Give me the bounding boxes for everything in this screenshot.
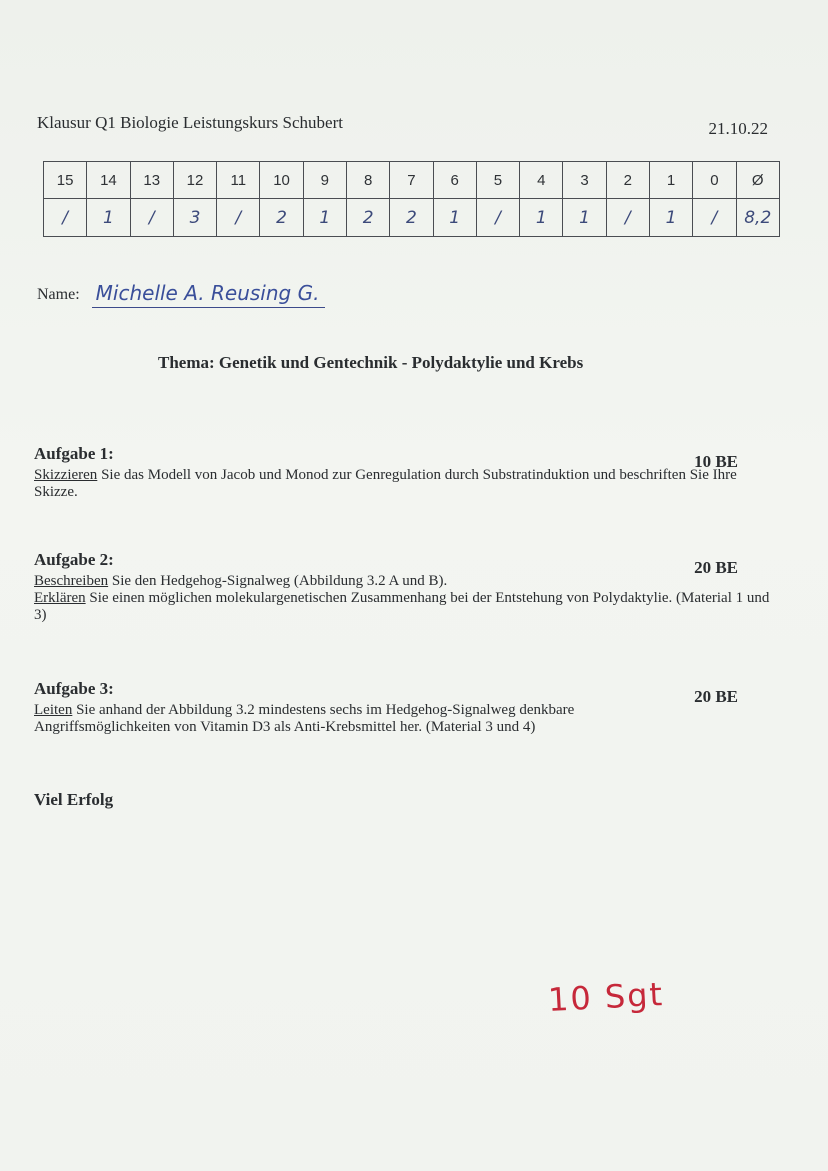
task-2: [34, 551, 770, 624]
points-cell: 9: [303, 162, 346, 199]
task-points: 10 BE: [694, 452, 738, 471]
exam-header: [37, 113, 768, 139]
student-name-handwritten: Michelle A. Reusing G.: [92, 281, 326, 308]
average-cell: 8,2: [736, 199, 780, 237]
count-cell: 2: [260, 199, 303, 237]
student-name-row: [37, 281, 325, 311]
count-cell: /: [606, 199, 649, 237]
count-cell: 1: [520, 199, 563, 237]
points-cell: 10: [260, 162, 303, 199]
count-cell: 2: [390, 199, 433, 237]
points-cell: 13: [130, 162, 173, 199]
count-cell: /: [44, 199, 87, 237]
points-cell: 11: [217, 162, 260, 199]
task-points: 20 BE: [694, 687, 738, 706]
points-cell: 8: [346, 162, 389, 199]
points-cell: 15: [44, 162, 87, 199]
task-instruction: [34, 573, 770, 590]
exam-title: Klausur Q1 Biologie Leistungskurs Schubert: [37, 113, 343, 132]
task-1: [34, 445, 770, 501]
points-cell: 7: [390, 162, 433, 199]
points-cell: 4: [520, 162, 563, 199]
instruction-text: Sie anhand der Abbildung 3.2 mindestens sechs im Hedgehog-Signalweg denkbare Angriffsmöglichkeiten von Vitamin D3 als Anti-Krebsmittel her. (Material 3 und 4): [34, 702, 575, 735]
points-cell: 12: [173, 162, 216, 199]
operator-verb: Leiten: [34, 702, 73, 718]
points-cell: 5: [476, 162, 519, 199]
count-cell: 1: [303, 199, 346, 237]
points-cell: 1: [649, 162, 692, 199]
task-3: [34, 680, 770, 736]
points-cell: 3: [563, 162, 606, 199]
count-cell: /: [130, 199, 173, 237]
count-cell: 1: [563, 199, 606, 237]
exam-topic: Thema: Genetik und Gentechnik - Polydaktylie und Krebs: [158, 353, 584, 372]
count-cell: 1: [649, 199, 692, 237]
instruction-text: Sie den Hedgehog-Signalweg (Abbildung 3.2 A und B).: [108, 573, 448, 589]
exam-date: 21.10.22: [708, 119, 768, 138]
count-cell: /: [693, 199, 736, 237]
grade-distribution-table: [43, 161, 780, 237]
instruction-text: Sie einen möglichen molekulargenetischen Zusammenhang bei der Entstehung von Polydaktylie. (Material 1 und 3): [34, 590, 770, 623]
task-title: Aufgabe 1:: [34, 444, 114, 463]
closing-wish: Viel Erfolg: [34, 790, 114, 809]
count-cell: 1: [433, 199, 476, 237]
counts-row: [44, 199, 780, 237]
count-cell: /: [217, 199, 260, 237]
count-cell: 2: [346, 199, 389, 237]
count-cell: /: [476, 199, 519, 237]
count-cell: 1: [87, 199, 130, 237]
task-title: Aufgabe 2:: [34, 550, 114, 569]
instruction-text: Sie das Modell von Jacob und Monod zur Genregulation durch Substratinduktion und beschriften Sie Ihre Skizze.: [34, 467, 737, 500]
task-title: Aufgabe 3:: [34, 679, 114, 698]
points-cell: 14: [87, 162, 130, 199]
operator-verb: Erklären: [34, 590, 86, 606]
operator-verb: Skizzieren: [34, 467, 98, 483]
points-cell: 0: [693, 162, 736, 199]
points-cell: 2: [606, 162, 649, 199]
handwritten-result: 10 Sgt: [547, 974, 665, 1020]
points-cell-average: Ø: [736, 162, 780, 199]
task-instruction: [34, 590, 770, 624]
count-cell: 3: [173, 199, 216, 237]
task-instruction: [34, 467, 770, 501]
operator-verb: Beschreiben: [34, 573, 109, 589]
task-points: 20 BE: [694, 558, 738, 577]
name-label: Name:: [37, 285, 80, 303]
points-row: [44, 162, 780, 199]
task-instruction: [34, 702, 654, 736]
points-cell: 6: [433, 162, 476, 199]
